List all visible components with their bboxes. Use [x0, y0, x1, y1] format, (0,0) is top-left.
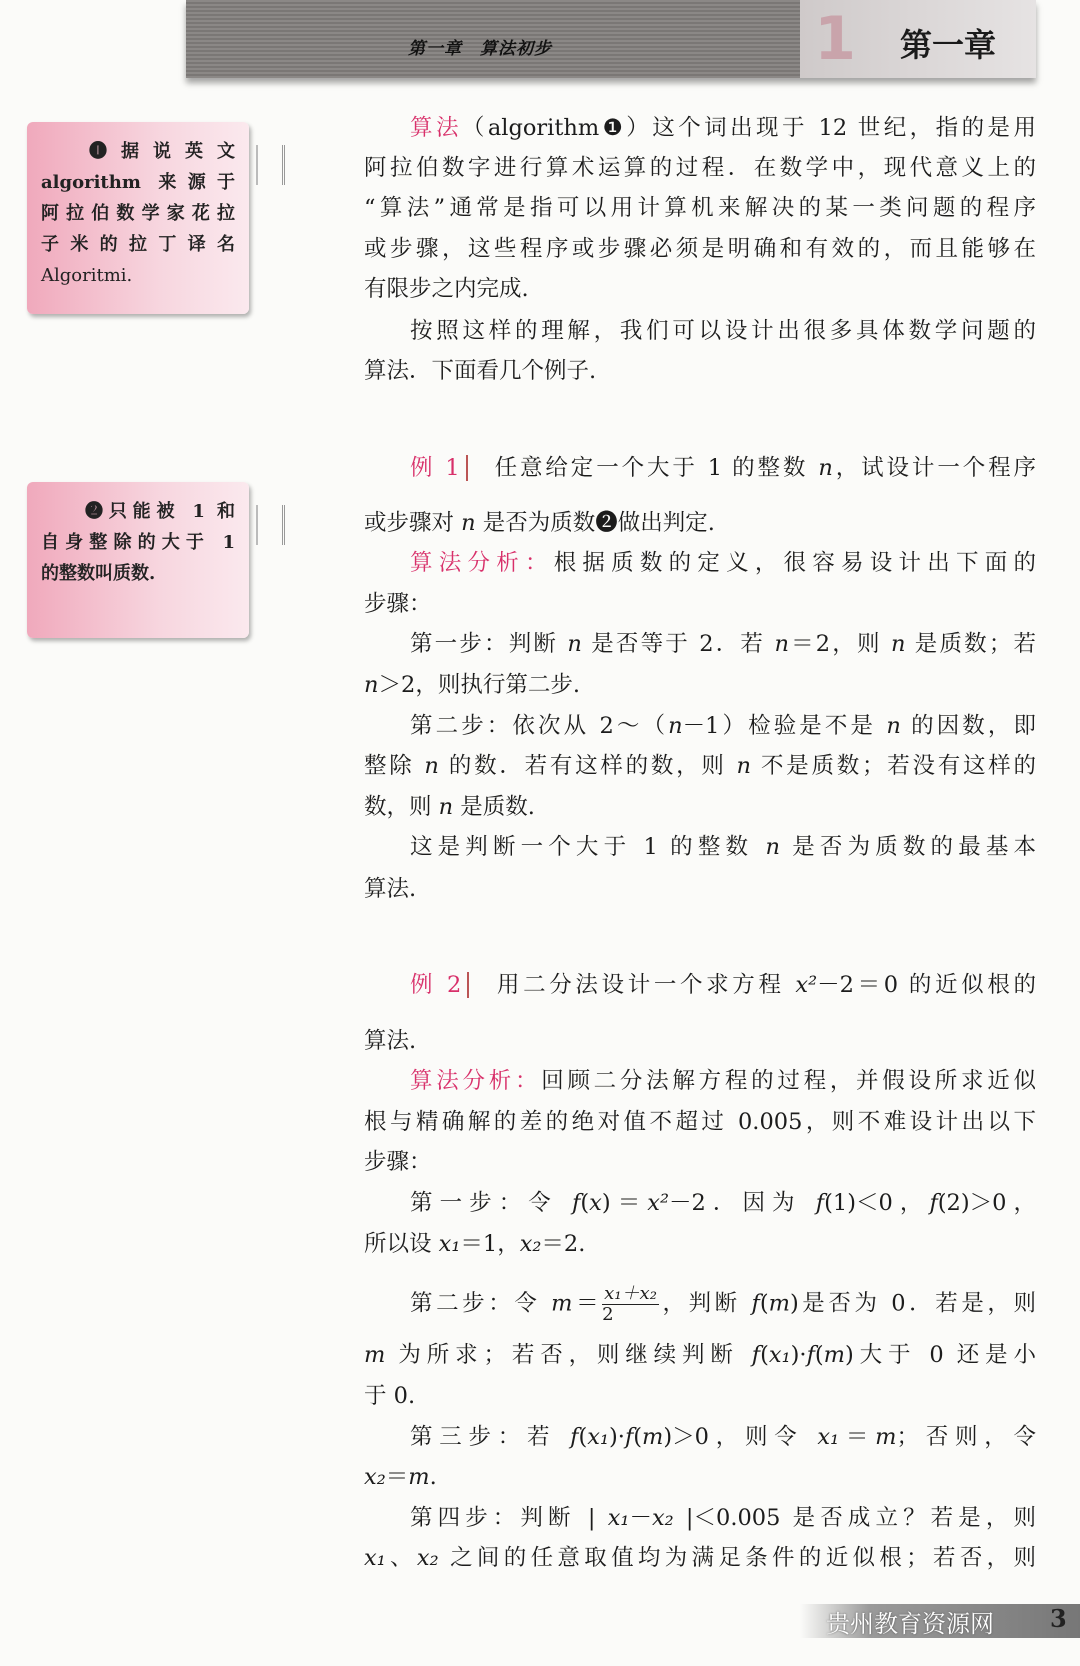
- math-variable: m: [408, 1464, 430, 1490]
- text-segment: (: [814, 1342, 824, 1368]
- margin-note-2: [27, 482, 249, 638]
- text-line: [364, 589, 1036, 619]
- text-line: [364, 356, 1036, 386]
- text-segment: 或步骤对: [364, 510, 462, 536]
- math-variable: n: [438, 794, 454, 820]
- text-segment: )·: [609, 1424, 625, 1450]
- text-segment: ＝: [839, 1424, 876, 1450]
- text-segment: 数，则: [364, 794, 439, 820]
- math-variable: x₁: [438, 1231, 461, 1257]
- note-line: 自身整除的大于 1: [41, 532, 235, 553]
- math-variable: f: [806, 1342, 815, 1368]
- page-number: 3: [1050, 1604, 1067, 1633]
- math-variable: m: [823, 1342, 846, 1368]
- text-segment: ＝2，则: [788, 631, 891, 657]
- highlight-term: 算法分析：: [410, 550, 554, 576]
- chapter-header-bar: [186, 0, 1036, 78]
- text-segment: 根与精确解的差的绝对值不超过 0.005，则不难设计出以下: [364, 1109, 1036, 1135]
- math-variable: x: [589, 1190, 602, 1216]
- margin-note-1: [27, 122, 249, 314]
- text-line: [364, 1283, 1037, 1325]
- text-line: [364, 792, 1036, 822]
- example-label: 例 1: [410, 455, 468, 481]
- math-variable: n: [818, 455, 833, 481]
- math-variable: x₂: [519, 1231, 542, 1257]
- text-segment: 第三步：若: [410, 1424, 571, 1450]
- text-segment: ＝: [572, 1290, 603, 1317]
- note-line: ❷只能被 1 和: [85, 501, 235, 522]
- math-variable: n: [424, 753, 439, 779]
- text-segment: 于 0.: [364, 1383, 416, 1409]
- text-segment: 第一步：令: [410, 1190, 573, 1216]
- note-pointer: [256, 145, 285, 185]
- text-line: [364, 711, 1036, 741]
- math-variable: f: [624, 1424, 634, 1450]
- text-line: [364, 153, 1036, 183]
- text-segment: (: [759, 1290, 769, 1317]
- text-line: [364, 274, 1036, 304]
- text-segment: ；否则，令: [896, 1424, 1036, 1450]
- text-line: [364, 1107, 1036, 1137]
- text-line: [364, 1462, 1036, 1492]
- text-line: [364, 1503, 1036, 1533]
- text-line: [364, 508, 1036, 538]
- text-line: [364, 193, 1036, 223]
- text-segment: 是否等于 2．若: [581, 631, 775, 657]
- text-segment: 、: [385, 1545, 417, 1571]
- text-segment: 这是判断一个大于 1 的整数: [410, 834, 766, 860]
- text-segment: 的数．若有这样的数，则: [438, 753, 737, 779]
- text-segment: 是质数；若: [905, 631, 1037, 657]
- note-line: ❶据说英文: [89, 141, 235, 162]
- text-line: [364, 1422, 1036, 1452]
- note-line: 子米的拉丁译名: [41, 234, 235, 255]
- example-label: 例 2: [410, 972, 469, 998]
- math-variable: n: [736, 753, 752, 779]
- denominator: 2: [602, 1304, 614, 1325]
- math-variable: f: [751, 1342, 761, 1368]
- text-line: [364, 629, 1036, 659]
- text-line: [364, 113, 1036, 143]
- math-variable: n: [886, 713, 901, 739]
- text-segment: －2＝0 的近似根的: [817, 972, 1036, 998]
- math-variable: f: [929, 1190, 938, 1216]
- text-segment: ，判断: [658, 1290, 752, 1317]
- text-line: [364, 874, 1036, 904]
- text-line: [364, 832, 1036, 862]
- math-variable: n: [765, 834, 780, 860]
- text-segment: 任意给定一个大于 1 的整数: [491, 455, 819, 481]
- text-segment: 根据质数的定义，很容易设计出下面的: [553, 550, 1036, 576]
- note-line: Algoritmi.: [41, 265, 133, 286]
- math-variable: n: [668, 713, 683, 739]
- text-line: [364, 234, 1036, 264]
- text-line: [364, 1066, 1036, 1096]
- text-segment: (: [578, 1424, 588, 1450]
- note-line: algorithm 来源于: [41, 172, 235, 193]
- math-variable: x²: [647, 1190, 669, 1216]
- math-variable: n: [774, 631, 789, 657]
- text-segment: )＞0，则令: [663, 1424, 818, 1450]
- text-line: [364, 1026, 1036, 1056]
- math-variable: f: [572, 1190, 581, 1216]
- math-variable: x₂: [651, 1505, 674, 1531]
- text-segment: 第二步：依次从 2～（: [410, 713, 669, 739]
- text-line: [364, 1381, 1036, 1411]
- math-variable: m: [768, 1290, 790, 1317]
- math-variable: x₁: [587, 1424, 609, 1450]
- math-variable: m: [875, 1424, 897, 1450]
- text-segment: 的因数，即: [900, 713, 1037, 739]
- math-variable: x₂: [416, 1545, 439, 1571]
- text-segment: .: [429, 1464, 437, 1490]
- math-variable: n: [461, 510, 476, 536]
- math-variable: m: [642, 1424, 664, 1450]
- text-segment: )＝: [601, 1190, 648, 1216]
- math-variable: f: [570, 1424, 579, 1450]
- text-line: [364, 670, 1036, 700]
- numerator: x₁＋x₂: [604, 1283, 657, 1304]
- text-segment: 算法．下面看几个例子.: [364, 358, 597, 384]
- text-segment: 算法.: [364, 876, 417, 902]
- math-variable: n: [364, 672, 379, 698]
- text-segment: －: [629, 1505, 652, 1531]
- note-pointer: [256, 505, 285, 545]
- math-variable: m: [551, 1290, 573, 1317]
- text-segment: 步骤：: [364, 591, 432, 617]
- text-segment: (: [760, 1342, 769, 1368]
- text-segment: 第二步：令: [410, 1290, 552, 1317]
- text-line: [364, 970, 1036, 1000]
- text-segment: ＝1，: [460, 1231, 520, 1257]
- text-line: [364, 1147, 1036, 1177]
- text-segment: “算法”通常是指可以用计算机来解决的某一类问题的程序: [364, 195, 1036, 221]
- text-segment: ，试设计一个程序: [832, 455, 1036, 481]
- math-variable: m: [364, 1342, 386, 1368]
- text-line: [364, 1543, 1036, 1573]
- text-segment: 或步骤，这些程序或步骤必须是明确和有效的，而且能够在: [364, 236, 1036, 262]
- text-segment: 第四步：判断 |: [410, 1505, 608, 1531]
- text-segment: (2)＞0，: [937, 1190, 1037, 1216]
- text-segment: 按照这样的理解，我们可以设计出很多具体数学问题的: [410, 318, 1036, 344]
- text-segment: 是否为质数❷做出判定.: [475, 510, 715, 536]
- fraction: [602, 1284, 659, 1325]
- note-line: 阿拉伯数学家花拉: [41, 203, 235, 224]
- text-segment: 用二分法设计一个求方程: [493, 972, 796, 998]
- text-line: [364, 453, 1036, 483]
- text-segment: |＜0.005 是否成立？若是，则: [673, 1505, 1036, 1531]
- text-segment: (: [580, 1190, 590, 1216]
- text-segment: 是质数.: [453, 794, 535, 820]
- text-line: [364, 1229, 1036, 1259]
- chapter-label: 第一章: [899, 26, 996, 64]
- text-segment: 是否为质数的最基本: [779, 834, 1036, 860]
- text-line: [364, 1188, 1036, 1218]
- text-line: [364, 548, 1036, 578]
- math-variable: x²: [795, 972, 818, 998]
- text-segment: －1）检验是不是: [682, 713, 887, 739]
- math-variable: x₁: [768, 1342, 791, 1368]
- text-segment: 为所求；若否，则继续判断: [385, 1342, 752, 1368]
- text-segment: )·: [790, 1342, 807, 1368]
- text-segment: 不是质数；若没有这样的: [751, 753, 1037, 779]
- math-variable: x₁: [607, 1505, 630, 1531]
- text-segment: 整除: [364, 753, 425, 779]
- text-line: [364, 316, 1036, 346]
- text-segment: 回顾二分法解方程的过程，并假设所求近似: [541, 1068, 1036, 1094]
- text-segment: ＝2.: [541, 1231, 586, 1257]
- chapter-numeral: 1: [814, 4, 856, 74]
- highlight-term: 算法: [410, 115, 462, 141]
- text-segment: )是否为 0．若是，则: [789, 1290, 1037, 1317]
- text-segment: 阿拉伯数字进行算术运算的过程．在数学中，现代意义上的: [364, 155, 1036, 181]
- running-head: 第一章 算法初步: [408, 39, 552, 59]
- text-segment: (: [633, 1424, 643, 1450]
- text-segment: －2．因为: [669, 1190, 816, 1216]
- math-variable: n: [567, 631, 582, 657]
- text-segment: 有限步之内完成.: [364, 276, 529, 302]
- highlight-term: 算法分析：: [410, 1068, 542, 1094]
- text-segment: 第一步：判断: [410, 631, 568, 657]
- text-segment: ＞2，则执行第二步.: [378, 672, 580, 698]
- text-segment: )大于 0 还是小: [845, 1342, 1036, 1368]
- math-variable: x₁: [817, 1424, 840, 1450]
- math-variable: x₂: [364, 1464, 386, 1490]
- text-segment: (1)＜0，: [824, 1190, 930, 1216]
- text-line: [364, 751, 1036, 781]
- note-line: 的整数叫质数.: [41, 563, 156, 584]
- math-variable: f: [751, 1290, 760, 1317]
- text-line: [364, 1340, 1036, 1370]
- text-segment: ＝: [385, 1464, 409, 1490]
- math-variable: f: [815, 1190, 825, 1216]
- text-segment: （algorithm❶）这个词出现于 12 世纪，指的是用: [461, 115, 1036, 141]
- text-segment: 步骤：: [364, 1149, 432, 1175]
- math-variable: x₁: [364, 1545, 386, 1571]
- text-segment: 所以设: [364, 1231, 439, 1257]
- text-segment: 之间的任意取值均为满足条件的近似根；若否，则: [438, 1545, 1036, 1571]
- text-segment: 算法.: [364, 1028, 417, 1054]
- watermark: 贵州教育资源网: [826, 1610, 994, 1638]
- math-variable: n: [890, 631, 906, 657]
